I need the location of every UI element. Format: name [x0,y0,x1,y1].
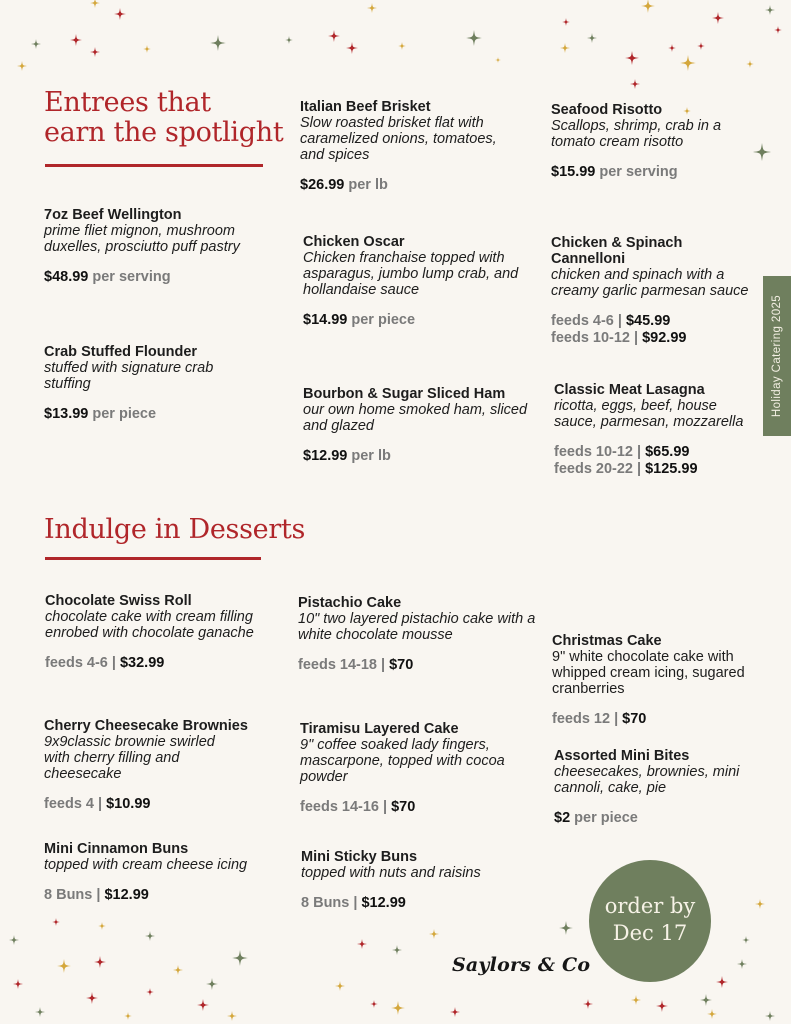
order-by-line1: order by [604,894,696,918]
price-value: $2 [554,810,571,826]
price-value: $10.99 [106,796,151,812]
entrees-heading-line2: earn the spotlight [44,117,284,148]
item-name: Seafood Risotto [551,102,663,118]
serving-size: 8 Buns | [301,895,358,911]
price-value: $70 [622,711,647,727]
serving-size: feeds 4-6 | [45,655,116,671]
item-name: Chicken Oscar [303,234,405,250]
entrees-heading-line1: Entrees that [44,87,211,118]
desserts-heading: Indulge in Desserts [44,514,306,545]
price-value: $70 [389,657,414,673]
item-price-tier [551,330,761,347]
serving-size: 8 Buns | [44,887,101,903]
dessert-item [298,595,538,674]
item-description: topped with cream cheese icing [44,857,248,873]
item-name: Classic Meat Lasagna [554,382,705,398]
item-name: Mini Sticky Buns [301,849,418,865]
price-value: $12.99 [104,887,149,903]
item-price [551,164,751,181]
dessert-item [45,593,275,672]
serving-size: feeds 4-6 | [551,313,622,329]
item-price [44,796,274,813]
dessert-item [44,718,274,813]
price-unit: per piece [92,406,157,422]
dessert-item [44,841,254,904]
item-price [44,406,264,423]
item-name: Chicken & Spinach Cannelloni [551,235,683,267]
price-value: $45.99 [625,313,671,329]
item-description: 9x9classic brownie swirled with cherry filling and cheesecake [44,734,215,782]
item-name: Mini Cinnamon Buns [44,841,189,857]
entrees-heading-rule [45,164,263,167]
item-name: Italian Beef Brisket [300,99,431,115]
item-name: Chocolate Swiss Roll [45,593,192,609]
item-name: Bourbon & Sugar Sliced Ham [303,386,506,402]
entree-item [551,102,751,181]
item-description: Slow roasted brisket flat with caramelized onions, tomatoes, and spices [300,115,497,163]
dessert-item [554,748,754,827]
entree-item [300,99,500,194]
entree-item [554,382,754,478]
price-unit: per lb [348,177,388,193]
price-value: $92.99 [642,330,687,346]
item-description: 10" two layered pistachio cake with a white chocolate mousse [298,611,536,643]
item-name: Tiramisu Layered Cake [300,721,459,737]
item-price-tier [554,444,754,461]
entree-item [44,344,264,423]
item-description: topped with nuts and raisins [301,865,481,881]
entree-item [551,235,761,347]
serving-size: feeds 10-12 | [551,330,639,346]
entrees-heading [44,88,283,148]
item-price-tier [551,313,761,330]
price-unit: per serving [599,164,678,180]
order-by-badge [589,860,711,982]
dessert-item [300,721,540,816]
item-name: Assorted Mini Bites [554,748,690,764]
item-description: stuffed with signature crab stuffing [44,360,214,392]
order-by-line2: Dec 17 [612,921,688,945]
item-price [554,810,754,827]
price-value: $12.99 [361,895,406,911]
serving-size: feeds 10-12 | [554,444,642,460]
price-value: $13.99 [44,406,89,422]
serving-size: feeds 4 | [44,796,103,812]
item-description: chicken and spinach with a creamy garlic parmesan sauce [551,267,749,299]
item-name: 7oz Beef Wellington [44,207,182,223]
item-price [300,177,500,194]
item-price [45,655,275,672]
serving-size: feeds 20-22 | [554,461,642,477]
item-description: ricotta, eggs, beef, house sauce, parmesan, mozzarella [554,398,744,430]
entree-item [303,234,528,329]
item-price-tier [554,461,754,478]
price-unit: per piece [574,810,638,826]
item-description: 9" white chocolate cake with whipped cream icing, sugared cranberries [552,649,745,697]
item-name: Cherry Cheesecake Brownies [44,718,248,734]
price-value: $12.99 [303,448,348,464]
item-description: our own home smoked ham, sliced and glazed [303,402,528,434]
price-value: $125.99 [645,461,698,477]
item-price [300,799,540,816]
price-value: $26.99 [300,177,345,193]
item-description: cheesecakes, brownies, mini cannoli, cake, pie [554,764,740,796]
item-description: chocolate cake with cream filling enrobed with chocolate ganache [45,609,254,641]
dessert-item [301,849,541,912]
item-price [552,711,787,728]
item-name: Crab Stuffed Flounder [44,344,198,360]
price-value: $15.99 [551,164,596,180]
serving-size: feeds 12 | [552,711,619,727]
price-value: $32.99 [119,655,165,671]
serving-size: feeds 14-16 | [300,799,388,815]
price-unit: per piece [351,312,416,328]
item-description: Chicken franchaise topped with asparagus, jumbo lump crab, and hollandaise sauce [303,250,519,298]
price-unit: per lb [351,448,391,464]
price-unit: per serving [92,269,171,285]
item-name: Pistachio Cake [298,595,402,611]
item-description: Scallops, shrimp, crab in a tomato cream risotto [551,118,722,150]
item-price [298,657,538,674]
price-value: $14.99 [303,312,348,328]
saylors-logo: Saylors & Co [452,954,591,976]
desserts-heading-rule [45,557,261,560]
item-name: Christmas Cake [552,633,662,649]
item-price [303,312,528,329]
dessert-item [552,633,787,728]
serving-size: feeds 14-18 | [298,657,386,673]
entree-item [303,386,528,465]
price-value: $65.99 [645,444,690,460]
item-description: 9" coffee soaked lady fingers, mascarpone, topped with cocoa powder [300,737,505,785]
price-value: $48.99 [44,269,89,285]
side-tab-label: Holiday Catering 2025 [771,294,783,418]
item-price [44,887,254,904]
holiday-catering-tab [763,276,791,436]
item-price [303,448,528,465]
item-price [301,895,541,912]
price-value: $70 [391,799,416,815]
entree-item [44,207,244,286]
item-description: prime fliet mignon, mushroom duxelles, prosciutto puff pastry [44,223,240,255]
item-price [44,269,244,286]
